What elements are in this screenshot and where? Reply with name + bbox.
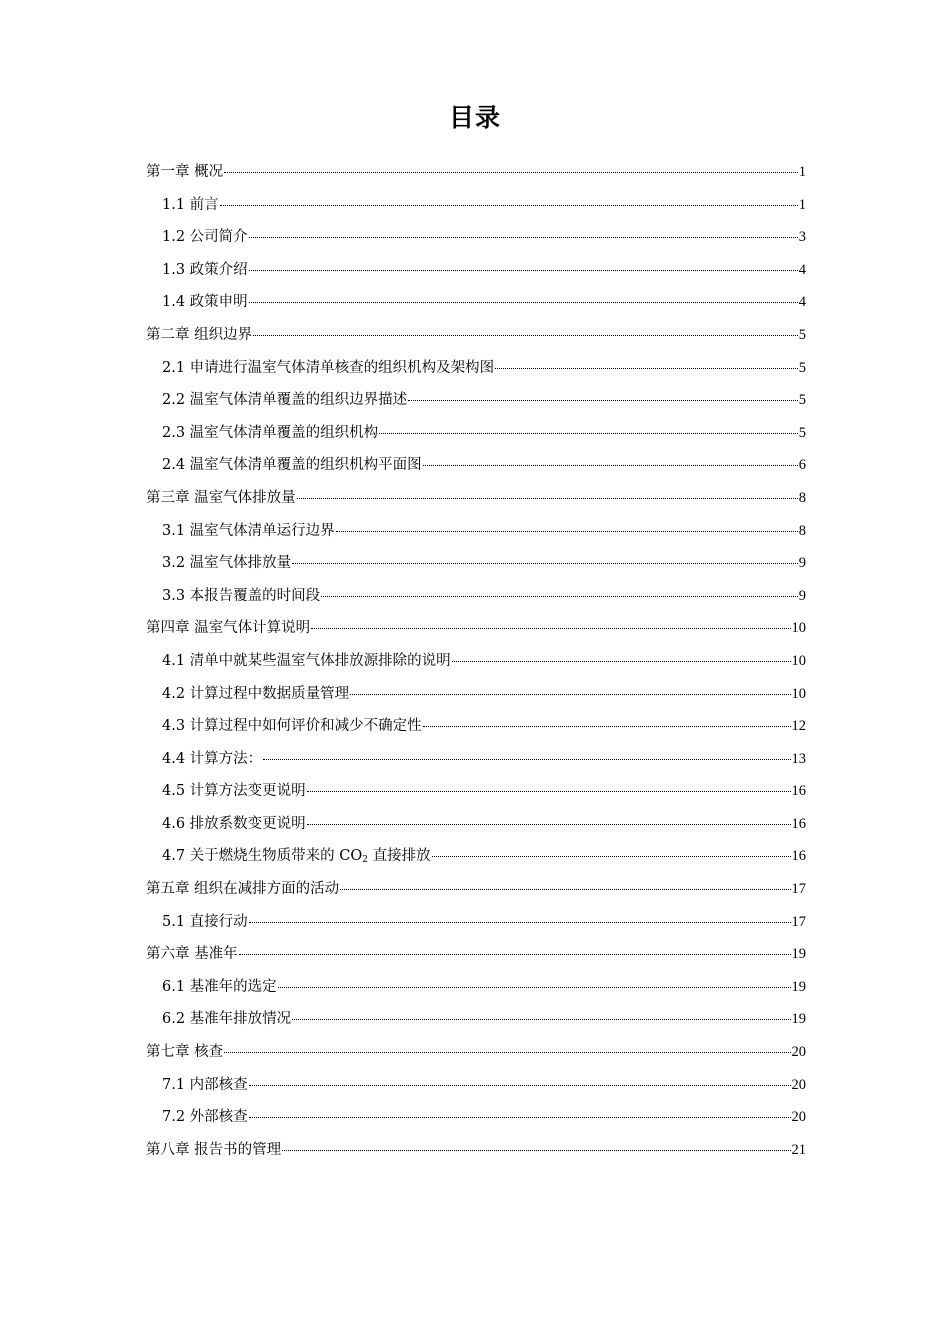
dot-leader — [220, 205, 798, 206]
dot-leader — [423, 465, 798, 466]
toc-page-number: 10 — [791, 620, 806, 637]
toc-page-number: 16 — [791, 783, 806, 800]
toc-entry-label: 3.2 温室气体排放量 — [162, 555, 292, 572]
dot-leader — [292, 1019, 790, 1020]
dot-leader — [278, 987, 791, 988]
toc-entry-label: 7.1 内部核查 — [162, 1076, 248, 1093]
toc-section-entry[interactable] — [146, 223, 806, 256]
dot-leader — [239, 954, 791, 955]
toc-section-entry[interactable] — [146, 354, 806, 387]
dot-leader — [249, 922, 791, 923]
dot-leader — [292, 563, 798, 564]
toc-entry-label: 4.5 计算方法变更说明 — [162, 783, 306, 800]
dot-leader — [263, 759, 790, 760]
toc-entry-label: 第三章 温室气体排放量 — [146, 489, 296, 506]
toc-entry-label: 4.6 排放系数变更说明 — [162, 815, 306, 832]
toc-section-entry[interactable] — [146, 1071, 806, 1104]
toc-entry-label: 7.2 外部核查 — [162, 1109, 248, 1126]
dot-leader — [432, 856, 791, 857]
toc-page-number: 12 — [791, 718, 806, 735]
toc-entry-label: 3.1 温室气体清单运行边界 — [162, 522, 335, 539]
toc-page-number: 8 — [798, 489, 806, 506]
toc-section-entry[interactable] — [146, 256, 806, 289]
toc-page-number: 4 — [798, 261, 806, 278]
toc-page-number: 5 — [798, 392, 806, 409]
toc-page-number: 16 — [791, 815, 806, 832]
toc-section-entry[interactable] — [146, 973, 806, 1006]
dot-leader — [311, 628, 790, 629]
toc-page-number: 5 — [798, 359, 806, 376]
dot-leader — [282, 1150, 790, 1151]
dot-leader — [495, 368, 798, 369]
toc-chapter-entry[interactable] — [146, 875, 806, 908]
dot-leader — [408, 400, 798, 401]
toc-entry-label: 1.1 前言 — [162, 196, 219, 213]
toc-page-number: 19 — [791, 978, 806, 995]
dot-leader — [249, 302, 798, 303]
toc-entry-label: 5.1 直接行动 — [162, 913, 248, 930]
dot-leader — [423, 726, 791, 727]
toc-page-number: 20 — [791, 1044, 806, 1061]
toc-entry-label: 第二章 组织边界 — [146, 326, 253, 343]
toc-section-entry[interactable] — [146, 1005, 806, 1038]
dot-leader — [340, 889, 790, 890]
toc-section-entry[interactable] — [146, 908, 806, 941]
toc-page-number: 10 — [791, 652, 806, 669]
toc-page-number: 9 — [798, 555, 806, 572]
toc-chapter-entry[interactable] — [146, 158, 806, 191]
dot-leader — [253, 335, 798, 336]
dot-leader — [307, 824, 791, 825]
toc-chapter-entry[interactable] — [146, 1136, 806, 1169]
toc-section-entry[interactable] — [146, 842, 806, 875]
toc-entry-label: 2.1 申请进行温室气体清单核查的组织机构及架构图 — [162, 359, 495, 376]
toc-entry-label: 6.1 基准年的选定 — [162, 978, 277, 995]
toc-entry-label: 4.3 计算过程中如何评价和减少不确定性 — [162, 718, 422, 735]
toc-page-number: 1 — [798, 164, 806, 180]
toc-page-number: 17 — [791, 881, 806, 898]
toc-section-entry[interactable] — [146, 517, 806, 550]
dot-leader — [249, 270, 798, 271]
toc-page-number: 1 — [798, 196, 806, 213]
toc-section-entry[interactable] — [146, 191, 806, 224]
toc-page-number: 19 — [791, 1011, 806, 1028]
dot-leader — [224, 1052, 790, 1053]
toc-entry-label: 第五章 组织在减排方面的活动 — [146, 881, 340, 898]
toc-page-number: 9 — [798, 587, 806, 604]
toc-page-number: 3 — [798, 229, 806, 246]
toc-chapter-entry[interactable] — [146, 614, 806, 647]
toc-entry-label: 2.3 温室气体清单覆盖的组织机构 — [162, 424, 379, 441]
toc-entry-label: 1.4 政策申明 — [162, 294, 248, 311]
toc-entry-label: 第七章 核查 — [146, 1044, 224, 1061]
toc-page-number: 10 — [791, 685, 806, 702]
dot-leader — [224, 172, 798, 173]
table-of-contents — [146, 158, 806, 1168]
dot-leader — [452, 661, 791, 662]
toc-chapter-entry[interactable] — [146, 321, 806, 354]
toc-entry-label: 1.2 公司简介 — [162, 229, 248, 246]
toc-page-number: 20 — [791, 1109, 806, 1126]
toc-entry-label: 3.3 本报告覆盖的时间段 — [162, 587, 321, 604]
toc-entry-label: 4.7 关于燃烧生物质带来的 $CO_2$ 直接排放 — [162, 848, 431, 866]
toc-section-entry[interactable] — [146, 777, 806, 810]
toc-section-entry[interactable] — [146, 419, 806, 452]
toc-page-number: 6 — [798, 457, 806, 474]
toc-page-number: 4 — [798, 294, 806, 311]
toc-entry-label: 4.4 计算方法： — [162, 750, 263, 767]
toc-section-entry[interactable] — [146, 745, 806, 778]
toc-entry-label: 2.2 温室气体清单覆盖的组织边界描述 — [162, 392, 408, 409]
toc-section-entry[interactable] — [146, 712, 806, 745]
toc-page-number: 20 — [791, 1076, 806, 1093]
toc-page-number: 13 — [791, 750, 806, 767]
toc-entry-label: 6.2 基准年排放情况 — [162, 1011, 292, 1028]
dot-leader — [336, 531, 798, 532]
toc-entry-label: 2.4 温室气体清单覆盖的组织机构平面图 — [162, 457, 422, 474]
toc-section-entry[interactable] — [146, 810, 806, 843]
toc-entry-label: 第四章 温室气体计算说明 — [146, 620, 311, 637]
dot-leader — [321, 596, 798, 597]
toc-section-entry[interactable] — [146, 451, 806, 484]
toc-section-entry[interactable] — [146, 647, 806, 680]
dot-leader — [297, 498, 798, 499]
toc-page-number: 17 — [791, 913, 806, 930]
toc-entry-label: 4.1 清单中就某些温室气体排放源排除的说明 — [162, 652, 451, 669]
toc-page-number: 16 — [791, 848, 806, 865]
toc-entry-label: 1.3 政策介绍 — [162, 261, 248, 278]
toc-entry-label: 4.2 计算过程中数据质量管理 — [162, 685, 350, 702]
page-title: 目录 — [448, 103, 501, 132]
dot-leader — [249, 1117, 791, 1118]
toc-section-entry[interactable] — [146, 386, 806, 419]
toc-section-entry[interactable] — [146, 288, 806, 321]
dot-leader — [307, 791, 791, 792]
toc-page-number: 8 — [798, 522, 806, 539]
toc-chapter-entry[interactable] — [146, 940, 806, 973]
toc-section-entry[interactable] — [146, 549, 806, 582]
toc-entry-label: 第一章 概况 — [146, 164, 224, 180]
dot-leader — [350, 694, 790, 695]
dot-leader — [379, 433, 798, 434]
toc-chapter-entry[interactable] — [146, 484, 806, 517]
toc-section-entry[interactable] — [146, 680, 806, 713]
dot-leader — [249, 1085, 791, 1086]
toc-section-entry[interactable] — [146, 582, 806, 615]
toc-page-number: 19 — [791, 946, 806, 963]
toc-section-entry[interactable] — [146, 1103, 806, 1136]
toc-chapter-entry[interactable] — [146, 1038, 806, 1071]
toc-entry-label: 第八章 报告书的管理 — [146, 1141, 282, 1158]
toc-entry-label: 第六章 基准年 — [146, 946, 238, 963]
toc-page-number: 5 — [798, 424, 806, 441]
dot-leader — [249, 237, 798, 238]
toc-page-number: 5 — [798, 326, 806, 343]
toc-page-number: 21 — [791, 1141, 806, 1158]
